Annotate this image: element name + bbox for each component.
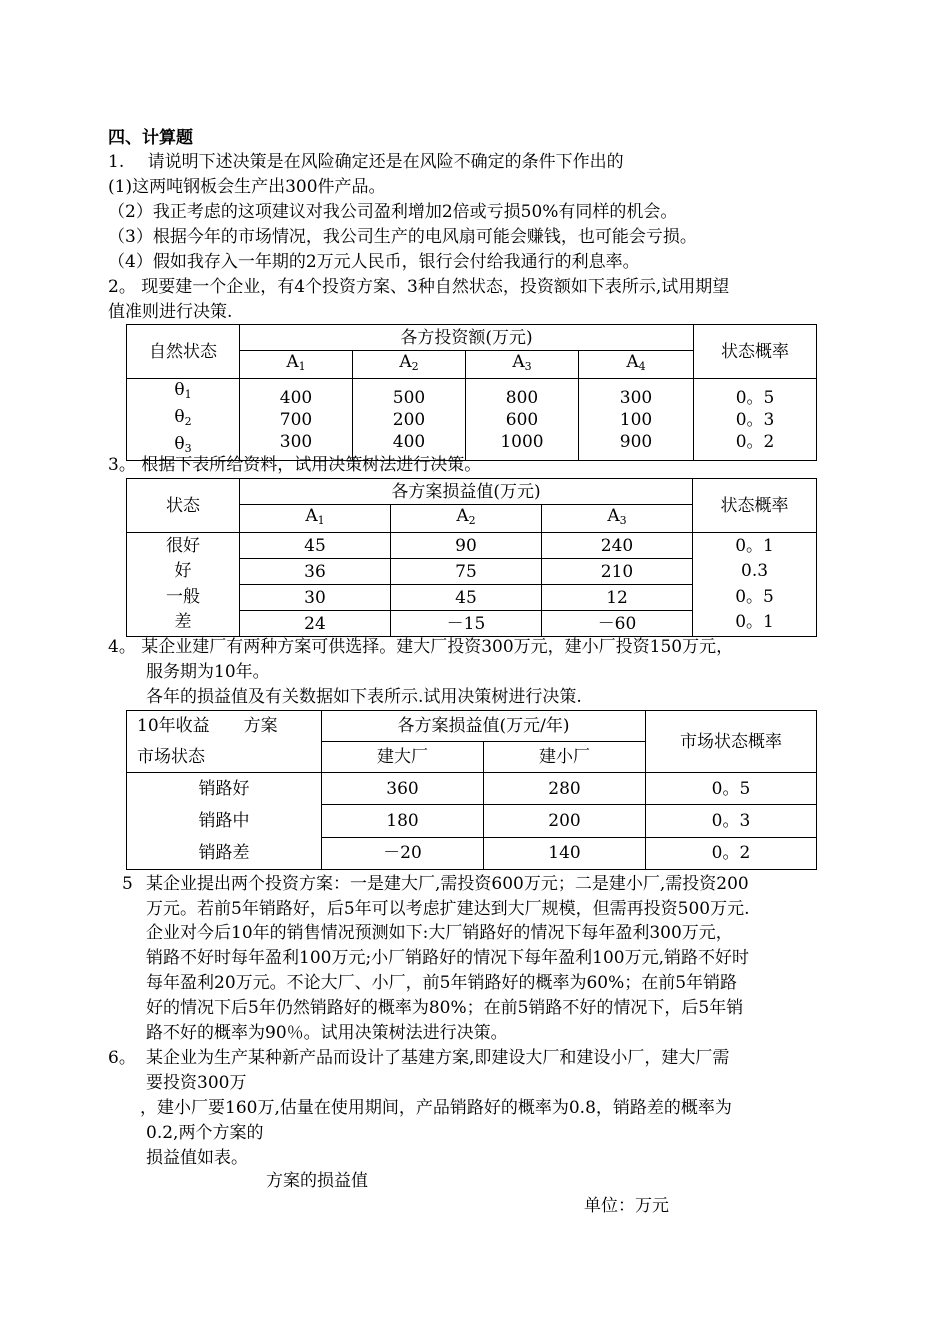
t1-col-a1-values: 400 700 300	[240, 379, 353, 461]
t3-corner-top: 10年收益 方案	[127, 711, 322, 742]
t3-states: 销路好 销路中 销路差	[127, 773, 322, 870]
t3-header-group: 各方案损益值(万元/年)	[322, 711, 646, 742]
t1-header-group: 各方投资额(万元)	[240, 325, 694, 351]
q1-title	[108, 150, 624, 174]
t3-cell: 180	[322, 805, 484, 837]
t3-col-big: 建大厂	[322, 742, 484, 773]
q6-number: 6。	[108, 1048, 136, 1068]
t3-cell: －20	[322, 837, 484, 869]
q5-line1: 某企业提出两个投资方案：一是建大厂,需投资600万元；二是建小厂,需投资200	[146, 874, 749, 894]
section-title: 四、计算题	[108, 128, 193, 148]
q2-title-cont: 值准则进行决策.	[108, 302, 233, 322]
t3-cell: 0。2	[646, 837, 817, 869]
q5-line4: 销路不好时每年盈利100万元;小厂销路好的情况下每年盈利100万元,销路不好时	[146, 948, 750, 968]
q6-line1: 某企业为生产某种新产品而设计了基建方案,即建设大厂和建设小厂，建大厂需	[146, 1048, 730, 1068]
q1-text: 请说明下述决策是在风险确定还是在风险不确定的条件下作出的	[147, 152, 624, 172]
t3-header-prob: 市场状态概率	[646, 711, 817, 773]
t1-col-a1: $A_1$	[240, 351, 353, 379]
t2-cell: 90	[391, 533, 542, 559]
t2-prob-values: 0。1 0.3 0。5 0。1	[693, 533, 817, 637]
t2-cell: 45	[391, 585, 542, 611]
t3-cell: 200	[484, 805, 646, 837]
t2-col-a1: $A_1$	[240, 505, 391, 533]
t2-cell: 12	[542, 585, 693, 611]
t3-cell: 0。5	[646, 773, 817, 805]
t1-col-a3: $A_3$	[466, 351, 579, 379]
table-investment	[126, 324, 817, 461]
q1-item-1: (1)这两吨钢板会生产出300件产品。	[108, 177, 386, 197]
t3-cell: 360	[322, 773, 484, 805]
q5-line6: 好的情况下后5年仍然销路好的概率为80%；在前5销路不好的情况下，后5年销	[146, 998, 744, 1018]
q5-line5: 每年盈利20万元。不论大厂、小厂，前5年销路好的概率为60%；在前5年销路	[146, 973, 738, 993]
q4-line3: 各年的损益值及有关数据如下表所示.试用决策树进行决策.	[146, 687, 582, 707]
q1-number: 1.	[108, 152, 125, 172]
table-factory	[126, 710, 817, 870]
table-payoff	[126, 478, 817, 637]
t3-cell: 140	[484, 837, 646, 869]
q6-line2: 要投资300万	[146, 1073, 247, 1093]
q5-line2: 万元。若前5年销路好，后5年可以考虑扩建达到大厂规模，但需再投资500万元.	[146, 899, 750, 919]
t2-cell: 45	[240, 533, 391, 559]
q6-unit: 单位：万元	[584, 1196, 669, 1216]
q6-line3: ，建小厂要160万,估量在使用期间，产品销路好的概率为0.8，销路差的概率为	[140, 1098, 732, 1118]
q5-line3: 企业对今后10年的销售情况预测如下:大厂销路好的情况下每年盈利300万元，	[146, 923, 733, 943]
q4-title: 4。 某企业建厂有两种方案可供选择。建大厂投资300万元，建小厂投资150万元，	[108, 637, 734, 657]
t1-col-a2-values: 500 200 400	[353, 379, 466, 461]
t1-col-a3-values: 800 600 1000	[466, 379, 579, 461]
q6-caption: 方案的损益值	[266, 1171, 368, 1191]
t2-col-a3: $A_3$	[542, 505, 693, 533]
q6-line5: 损益值如表。	[146, 1148, 248, 1168]
t2-cell: －15	[391, 611, 542, 637]
t1-header-state: 自然状态	[127, 325, 240, 379]
q1-item-3: （3）根据今年的市场情况，我公司生产的电风扇可能会赚钱，也可能会亏损。	[108, 227, 697, 247]
t2-header-state: 状态	[127, 479, 240, 533]
t2-cell: 75	[391, 559, 542, 585]
t1-states: $\theta_1$ $\theta_2$ $\theta_3$	[127, 379, 240, 461]
t1-prob-values: 0。5 0。3 0。2	[694, 379, 817, 461]
t2-cell: 24	[240, 611, 391, 637]
t2-cell: 36	[240, 559, 391, 585]
q2-title: 2。 现要建一个企业，有4个投资方案、3种自然状态，投资额如下表所示,试用期望	[108, 277, 730, 297]
t3-cell: 280	[484, 773, 646, 805]
q3-title: 3。 根据下表所给资料，试用决策树法进行决策。	[108, 455, 482, 475]
t2-cell: －60	[542, 611, 693, 637]
q1-item-4: （4）假如我存入一年期的2万元人民币，银行会付给我通行的利息率。	[108, 252, 640, 272]
t2-header-group: 各方案损益值(万元)	[240, 479, 693, 505]
t2-states: 很好 好 一般 差	[127, 533, 240, 637]
q5-line7: 路不好的概率为90％。试用决策树法进行决策。	[146, 1023, 508, 1043]
q6-line4: 0.2,两个方案的	[146, 1123, 264, 1143]
q1-item-2: （2）我正考虑的这项建议对我公司盈利增加2倍或亏损50%有同样的机会。	[108, 202, 678, 222]
q5-number: 5	[122, 874, 133, 894]
t2-cell: 30	[240, 585, 391, 611]
t1-header-prob: 状态概率	[694, 325, 817, 379]
t1-col-a2: $A_2$	[353, 351, 466, 379]
t2-cell: 240	[542, 533, 693, 559]
t3-corner-bottom: 市场状态	[127, 742, 322, 773]
t1-col-a4-values: 300 100 900	[579, 379, 694, 461]
t1-col-a4: $A_4$	[579, 351, 694, 379]
t2-header-prob: 状态概率	[693, 479, 817, 533]
t2-col-a2: $A_2$	[391, 505, 542, 533]
t3-cell: 0。3	[646, 805, 817, 837]
t2-cell: 210	[542, 559, 693, 585]
q4-line2: 服务期为10年。	[146, 662, 270, 682]
t3-col-small: 建小厂	[484, 742, 646, 773]
